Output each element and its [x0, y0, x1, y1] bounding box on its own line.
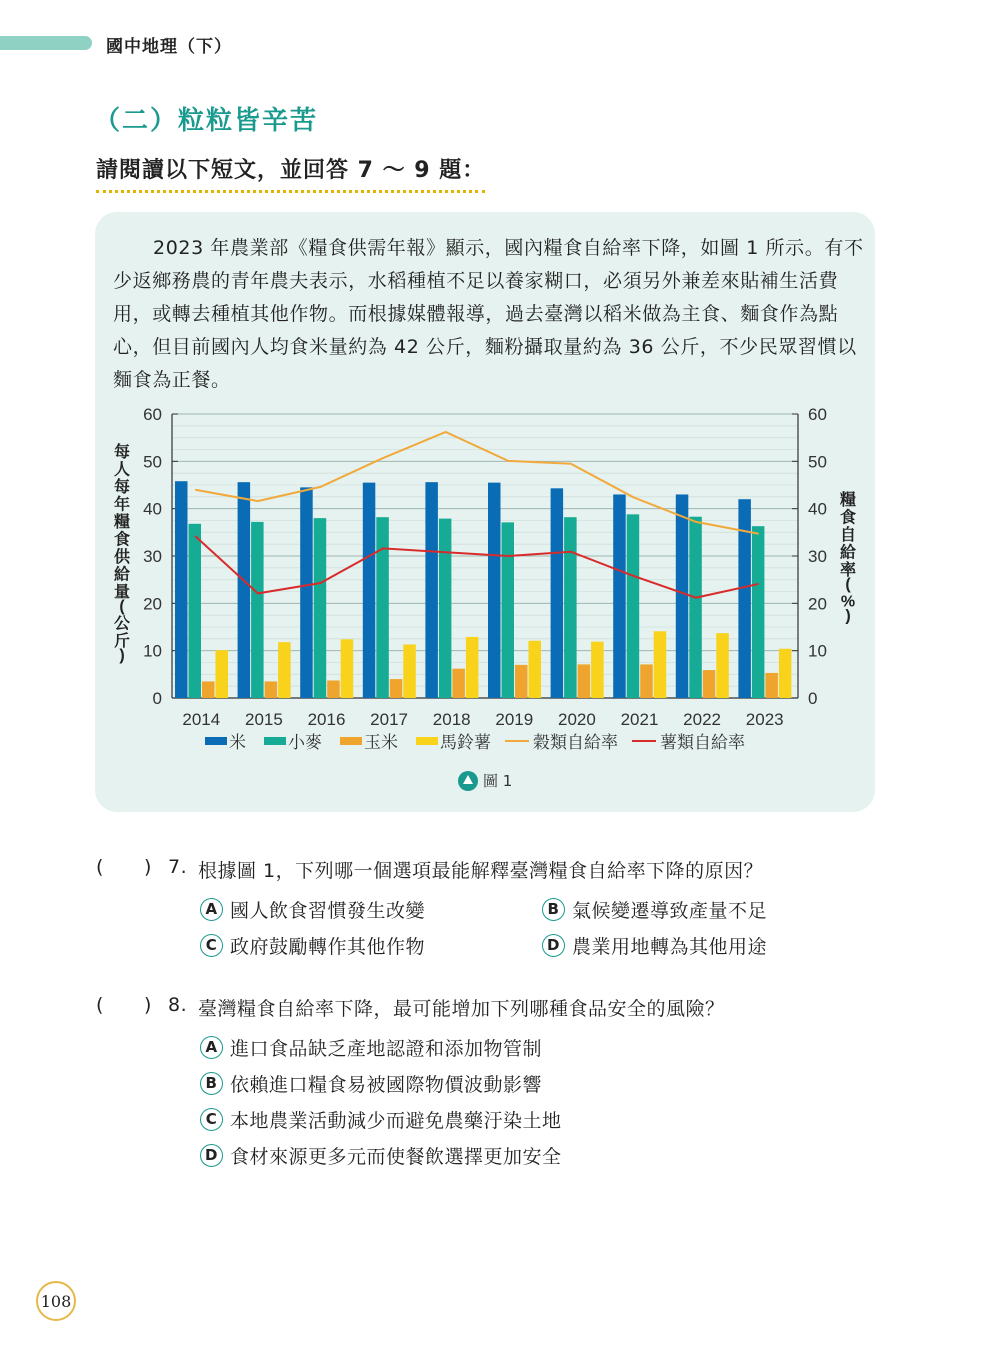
book-title: 國中地理（下） — [106, 37, 232, 57]
legend-swatch-馬鈴薯 — [416, 737, 438, 745]
bar-米-2020 — [551, 488, 564, 698]
bar-米-2021 — [613, 494, 626, 698]
legend-label-薯類自給率: 薯類自給率 — [660, 733, 745, 752]
bar-玉米-2017 — [390, 679, 403, 698]
x-tick-label: 2014 — [182, 710, 221, 729]
y-tick-label-left: 0 — [152, 689, 162, 708]
bar-馬鈴薯-2022 — [716, 633, 729, 698]
food-supply-chart — [100, 395, 880, 765]
bar-馬鈴薯-2016 — [341, 639, 354, 698]
bar-玉米-2021 — [640, 664, 653, 698]
legend-label-穀類自給率: 穀類自給率 — [533, 733, 618, 752]
x-tick-label: 2022 — [683, 710, 722, 729]
y-tick-label-right: 0 — [808, 689, 818, 708]
option-letter: C — [200, 934, 223, 957]
section-title: （二）粒粒皆辛苦 — [94, 106, 319, 136]
option-7b[interactable] — [542, 896, 767, 923]
answer-blank-open[interactable]: ( — [96, 994, 104, 1016]
y-tick-label-right: 30 — [808, 547, 827, 566]
question-number: 8. — [168, 994, 188, 1016]
x-tick-label: 2017 — [370, 710, 409, 729]
bar-米-2023 — [738, 499, 751, 698]
y-tick-label-left: 20 — [143, 594, 162, 614]
option-text: 食材來源更多元而使餐飲選擇更加安全 — [230, 1146, 562, 1168]
option-7c[interactable] — [200, 932, 425, 959]
option-letter: A — [200, 898, 223, 921]
triangle-icon — [458, 771, 478, 791]
bar-馬鈴薯-2018 — [466, 637, 479, 698]
bar-馬鈴薯-2015 — [278, 642, 291, 698]
bar-米-2019 — [488, 483, 501, 698]
y-tick-label-right: 50 — [808, 452, 827, 472]
header-accent-bar — [0, 36, 92, 50]
line-穀類自給率 — [195, 432, 758, 534]
y-tick-label-right: 40 — [808, 499, 827, 519]
bar-小麥-2017 — [376, 517, 389, 698]
bar-馬鈴薯-2017 — [403, 645, 416, 698]
option-8a[interactable] — [200, 1034, 542, 1061]
y-axis-title-right: 糧食自給率( % ) — [839, 492, 857, 625]
question-stem: 根據圖 1，下列哪一個選項最能解釋臺灣糧食自給率下降的原因？ — [198, 860, 764, 882]
bar-小麥-2019 — [502, 522, 515, 698]
y-tick-label-left: 10 — [143, 641, 162, 661]
line-薯類自給率 — [195, 536, 758, 598]
legend-swatch-米 — [205, 737, 227, 745]
legend-label-玉米: 玉米 — [364, 733, 398, 752]
bar-馬鈴薯-2019 — [529, 641, 542, 698]
option-text: 農業用地轉為其他用途 — [572, 936, 768, 958]
option-text: 依賴進口糧食易被國際物價波動影響 — [230, 1074, 543, 1096]
option-8c[interactable] — [200, 1106, 562, 1133]
bar-米-2022 — [676, 494, 689, 698]
answer-blank-close: ) — [144, 856, 152, 878]
y-tick-label-left: 30 — [143, 547, 162, 566]
x-tick-label: 2019 — [495, 710, 534, 729]
bar-小麥-2014 — [189, 524, 202, 698]
option-letter: B — [542, 898, 565, 921]
figure-caption-text: 圖 1 — [483, 772, 513, 790]
option-text: 政府鼓勵轉作其他作物 — [230, 936, 426, 958]
x-tick-label: 2023 — [745, 710, 784, 729]
bar-小麥-2021 — [627, 514, 640, 698]
option-letter: C — [200, 1108, 223, 1131]
answer-blank-open[interactable]: ( — [96, 856, 104, 878]
bar-玉米-2014 — [202, 681, 215, 698]
bar-小麥-2020 — [564, 517, 577, 698]
bar-米-2017 — [363, 483, 376, 698]
bar-小麥-2015 — [251, 522, 264, 698]
x-tick-label: 2020 — [557, 710, 596, 729]
bar-玉米-2020 — [578, 664, 591, 698]
reading-prompt: 請閱讀以下短文，並回答 7 ～ 9 題： — [96, 153, 485, 193]
bar-米-2014 — [175, 481, 188, 698]
x-tick-label: 2016 — [307, 710, 346, 729]
option-8b[interactable] — [200, 1070, 542, 1097]
bar-玉米-2019 — [515, 665, 528, 698]
y-tick-label-right: 10 — [808, 641, 827, 661]
bar-小麥-2023 — [752, 526, 765, 698]
bar-玉米-2022 — [703, 670, 716, 698]
bar-小麥-2022 — [689, 517, 702, 698]
answer-blank-close: ) — [144, 994, 152, 1016]
bar-玉米-2018 — [452, 669, 465, 698]
y-tick-label-right: 20 — [808, 594, 827, 614]
bar-米-2015 — [238, 482, 251, 698]
y-tick-label-left: 40 — [143, 499, 162, 519]
question-number: 7. — [168, 856, 188, 878]
option-letter: B — [200, 1072, 223, 1095]
bar-馬鈴薯-2014 — [216, 650, 229, 698]
option-text: 氣候變遷導致產量不足 — [572, 900, 768, 922]
bar-玉米-2015 — [265, 681, 278, 698]
x-tick-label: 2021 — [620, 710, 659, 729]
y-axis-title-left: 每人每年糧食供給量(公斤) — [113, 444, 131, 664]
bar-馬鈴薯-2023 — [779, 649, 792, 698]
option-7a[interactable] — [200, 896, 425, 923]
option-text: 進口食品缺乏產地認證和添加物管制 — [230, 1038, 543, 1060]
x-tick-label: 2015 — [244, 710, 283, 729]
question-stem: 臺灣糧食自給率下降，最可能增加下列哪種食品安全的風險？ — [198, 998, 725, 1020]
legend-swatch-小麥 — [264, 737, 286, 745]
bar-米-2018 — [425, 482, 438, 698]
option-8d[interactable] — [200, 1142, 562, 1169]
bar-米-2016 — [300, 487, 313, 698]
bar-小麥-2018 — [439, 519, 452, 698]
option-letter: D — [200, 1144, 223, 1167]
x-tick-label: 2018 — [432, 710, 471, 729]
legend-label-小麥: 小麥 — [288, 733, 322, 752]
bar-馬鈴薯-2021 — [654, 631, 667, 698]
legend-label-馬鈴薯: 馬鈴薯 — [440, 733, 491, 752]
y-tick-label-left: 50 — [143, 452, 162, 472]
y-tick-label-right: 60 — [808, 405, 827, 424]
option-letter: A — [200, 1036, 223, 1059]
option-7d[interactable] — [542, 932, 767, 959]
option-letter: D — [542, 934, 565, 957]
y-tick-label-left: 60 — [143, 405, 162, 424]
option-text: 國人飲食習慣發生改變 — [230, 900, 426, 922]
legend-swatch-玉米 — [340, 737, 362, 745]
option-text: 本地農業活動減少而避免農藥汙染土地 — [230, 1110, 562, 1132]
bar-馬鈴薯-2020 — [591, 642, 604, 698]
bar-小麥-2016 — [314, 518, 327, 698]
legend-label-米: 米 — [229, 733, 246, 752]
bar-玉米-2016 — [327, 680, 340, 698]
page-number: 108 — [36, 1281, 76, 1321]
figure-caption — [458, 770, 512, 791]
passage-text: 2023 年農業部《糧食供需年報》顯示，國內糧食自給率下降，如圖 1 所示。有不少返鄉務農的青年農夫表示，水稻種植不足以養家糊口，必須另外兼差來貼補生活費用，或轉去種植其他作物。而根據媒體報導，過去臺灣以稻米做為主食、麵食作為點心，但目前國內人均食米量約為 42 公斤，麵粉攝取量約為 36 公斤，不少民眾習慣以麵食為正餐。 — [113, 237, 864, 391]
bar-玉米-2023 — [765, 673, 778, 698]
